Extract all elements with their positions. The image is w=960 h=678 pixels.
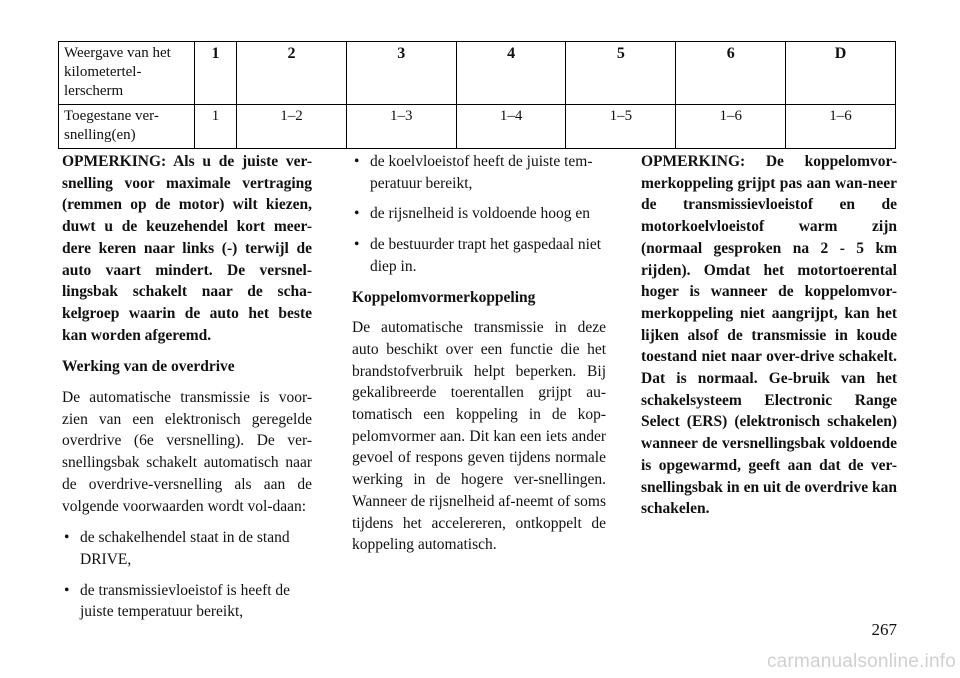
allowed-cell: 1–3 xyxy=(346,105,456,149)
allowed-cell: 1 xyxy=(195,105,237,149)
paragraph-overdrive: De automatische transmissie is voor-zien van een elektronisch geregelde overdrive (6e versnelling). De ver-snellingsbak schakelt automatisch naar de overdrive-versnelling als aan de volgende voorwaarden wordt vol-daan: xyxy=(62,389,312,515)
heading-torque-converter: Koppelomvormerkoppeling xyxy=(352,288,536,306)
allowed-cell: 1–2 xyxy=(237,105,347,149)
column-left xyxy=(62,151,312,632)
list-item xyxy=(62,580,312,623)
allowed-cell: 1–6 xyxy=(786,105,896,149)
row-label-display: Weergave van het kilometertel-lerscherm xyxy=(59,42,195,105)
gear-cell: 3 xyxy=(346,42,456,105)
note-engine-braking: OPMERKING: Als u de juiste ver-snelling voor maximale vertraging (remmen op de motor) wilt kiezen, duwt u de keuzehendel kort meer-dere keren naar links (-) terwijl de auto vaart mindert. De versnel-lingsbak schakelt naar de scha-kelgroep waarin de auto het beste kan worden afgeremd. xyxy=(62,153,312,344)
gear-display-table xyxy=(58,41,896,149)
gear-cell: 5 xyxy=(566,42,676,105)
bullet-icon: • xyxy=(354,236,360,254)
page-number: 267 xyxy=(871,620,897,639)
allowed-cell: 1–6 xyxy=(676,105,786,149)
list-item-text: de transmissievloeistof is heeft de juiste temperatuur bereikt, xyxy=(80,581,291,621)
column-middle xyxy=(352,151,606,556)
allowed-cell: 1–5 xyxy=(566,105,676,149)
conditions-list-continued xyxy=(352,151,606,278)
conditions-list xyxy=(62,527,312,623)
list-item-text: de schakelhendel staat in de stand DRIVE, xyxy=(80,529,290,568)
table-row-display xyxy=(59,42,896,105)
list-item-text: de koelvloeistof heeft de juiste tem-peratuur bereikt, xyxy=(370,153,593,192)
allowed-cell: 1–4 xyxy=(456,105,566,149)
watermark: carmanualsonline.info xyxy=(766,651,956,672)
note-torque-converter: OPMERKING: De koppelomvor-merkoppeling grijpt pas aan wan-neer de transmissievloeistof en de motorkoelvloeistof warm zijn (normaal gesproken na 2 - 5 km rijden). Omdat het motortoerental hoger is wanneer de koppelomvor-merkoppeling niet aangrijpt, kan het lijken alsof de transmissie in koude toestand niet naar over-drive schakelt. Dat is normaal. Ge-bruik van het schakelsysteem Electronic Range Select (ERS) (elektronisch schakelen) wanneer de versnellingsbak voldoende is opgewarmd, geeft aan dat de ver-snellingsbak in en uit de overdrive kan schakelen. xyxy=(641,153,897,518)
bullet-icon: • xyxy=(354,153,360,170)
list-item-text: de rijsnelheid is voldoende hoog en xyxy=(370,205,590,223)
list-item xyxy=(352,234,606,277)
list-item-text: de bestuurder trapt het gaspedaal niet diep in. xyxy=(370,236,602,275)
gear-cell: D xyxy=(786,42,896,105)
gear-cell: 1 xyxy=(195,42,237,105)
list-item xyxy=(352,203,606,225)
list-item xyxy=(352,151,606,194)
row-label-allowed: Toegestane ver-snelling(en) xyxy=(59,105,195,149)
bullet-icon: • xyxy=(64,529,70,547)
paragraph-torque-converter: De automatische transmissie in deze auto beschikt over een functie die het brandstofverbruik helpt beperken. Bij gekalibreerde toerentallen grijpt au-tomatisch een koppeling in de kop-pelomvormer aan. Dit kan een iets ander gevoel of respons geven tijdens normale werking in de hogere ver-snellingen. Wanneer de rijsnelheid af-neemt of soms tijdens het accelereren, ontkoppelt de koppeling automatisch. xyxy=(352,319,606,554)
bullet-icon: • xyxy=(354,205,360,223)
column-right xyxy=(641,151,897,520)
table-row-allowed xyxy=(59,105,896,149)
bullet-icon: • xyxy=(64,581,70,599)
heading-overdrive: Werking van de overdrive xyxy=(62,358,235,376)
gear-cell: 4 xyxy=(456,42,566,105)
list-item xyxy=(62,527,312,570)
gear-cell: 2 xyxy=(237,42,347,105)
gear-cell: 6 xyxy=(676,42,786,105)
